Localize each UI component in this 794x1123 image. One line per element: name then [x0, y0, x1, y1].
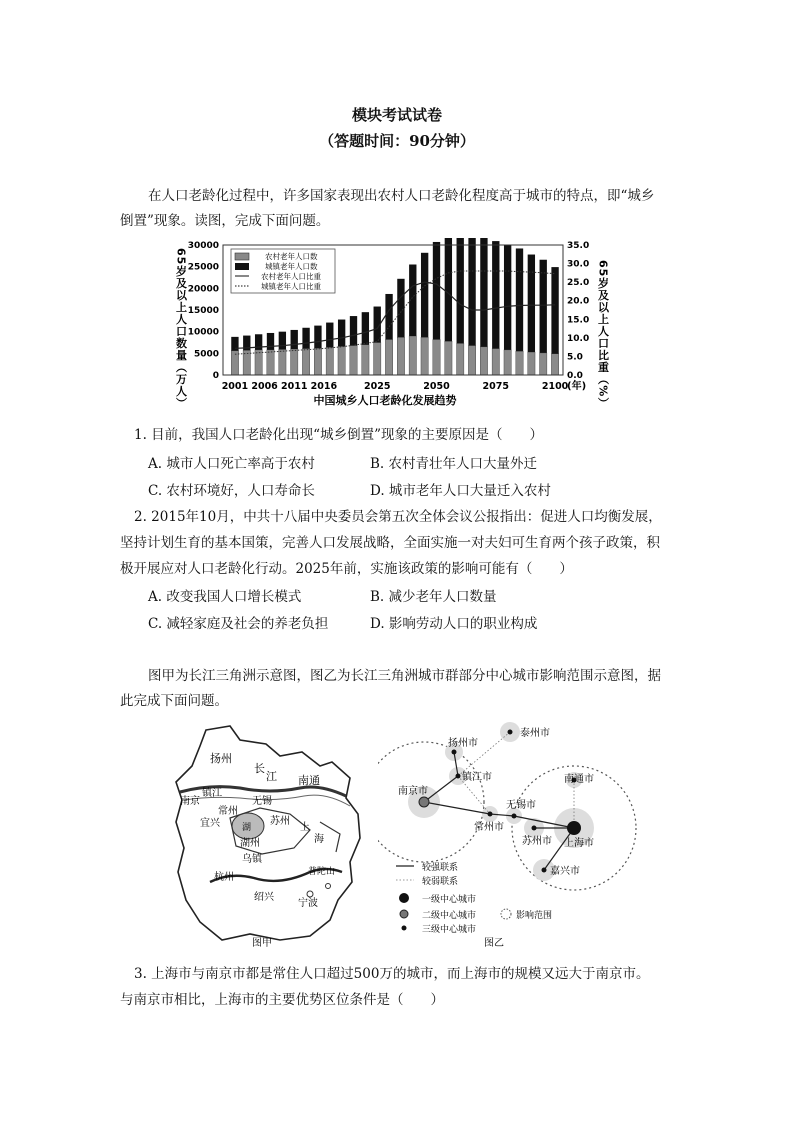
- bar-urban-count: [480, 238, 487, 347]
- city-label: 上海市: [564, 838, 594, 849]
- zhenjiang-node: [456, 774, 461, 779]
- suzhou-node: [532, 826, 537, 831]
- chart-title: 中国城乡人口老龄化发展趋势: [313, 394, 457, 407]
- y-right-tick: 10.0: [567, 333, 590, 344]
- legend-label: 三级中心城市: [422, 925, 477, 935]
- bar-rural-count: [302, 349, 309, 375]
- bar-rural-count: [492, 349, 499, 375]
- map-legend: [396, 861, 552, 935]
- y-left-tick: 25000: [187, 262, 219, 273]
- y-right-tick: 25.0: [567, 278, 590, 289]
- bar-urban-count: [457, 238, 464, 343]
- putuoshan-island: [307, 891, 313, 897]
- bar-urban-count: [279, 332, 286, 350]
- map-label: 苏州: [270, 816, 290, 827]
- map-label: 常州: [218, 806, 238, 817]
- y-right-tick: 30.0: [567, 259, 590, 270]
- city-label: 南京市: [398, 786, 428, 797]
- legend-label: 农村老年人口数: [265, 252, 318, 261]
- legend-label: 影响范围: [516, 911, 553, 921]
- bar-urban-count: [302, 328, 309, 349]
- bar-urban-count: [350, 316, 357, 345]
- bar-rural-count: [374, 343, 381, 376]
- map-label: 扬州: [210, 752, 232, 765]
- y-left-tick: 5000: [193, 349, 219, 360]
- nanjing-node: [419, 797, 429, 807]
- question-1-stem: 1. 目前，我国人口老龄化出现“城乡倒置”现象的主要原因是（ ）: [134, 427, 543, 443]
- map-label: 南通: [298, 774, 320, 787]
- question-2-option-a[interactable]: A. 改变我国人口增长模式: [148, 589, 302, 605]
- bar-rural-count: [433, 339, 440, 375]
- x-unit: (年): [567, 381, 587, 392]
- x-tick: 2025: [363, 381, 391, 392]
- city-label: 苏州市: [522, 836, 552, 847]
- legend-swatch-rural-count: [235, 253, 249, 260]
- y-left-tick: 20000: [187, 284, 219, 295]
- map-label: 海: [314, 834, 324, 845]
- bar-urban-count: [362, 312, 369, 345]
- bar-rural-count: [385, 339, 392, 375]
- legend-label: 农村老年人口比重: [261, 272, 321, 281]
- city-label: 镇江市: [462, 772, 492, 783]
- taizhou-node: [508, 730, 513, 735]
- bar-rural-count: [291, 349, 298, 375]
- map-caption: 图甲: [252, 938, 272, 949]
- bar-urban-count: [492, 241, 499, 348]
- question-3-stem: 与南京市相比，上海市的主要优势区位条件是（ ）: [120, 992, 444, 1008]
- intro-line: 图甲为长江三角洲示意图，图乙为长江三角洲城市群部分中心城市影响范围示意图，据: [148, 668, 661, 684]
- legend-label: 城镇老年人口数: [265, 262, 318, 271]
- y-right-tick: 5.0: [567, 352, 583, 363]
- map-label: 南京: [180, 796, 200, 807]
- bar-rural-count: [314, 348, 321, 375]
- legend-label: 二级中心城市: [422, 911, 477, 921]
- question-2-stem: 极开展应对人口老龄化行动。2025年前，实施该政策的影响可能有（ ）: [120, 561, 573, 577]
- bar-urban-count: [267, 333, 274, 350]
- question-2-stem: 坚持计划生育的基本国策，完善人口发展战略，全面实施一对夫妇可生育两个孩子政策，积: [120, 535, 660, 551]
- map-jia: [170, 722, 370, 952]
- question-3-stem: 3. 上海市与南京市都是常住人口超过500万的城市，而上海市的规模又远大于南京市。: [134, 966, 650, 982]
- question-2-stem: 2. 2015年10月，中共十八届中央委员会第五次全体会议公报指出：促进人口均衡发展，: [134, 509, 662, 525]
- city-label: 南通市: [564, 774, 594, 785]
- bar-rural-count: [480, 347, 487, 375]
- y-right-tick: 20.0: [567, 296, 590, 307]
- question-2-option-c[interactable]: C. 减轻家庭及社会的养老负担: [148, 616, 329, 632]
- legend-label: 较弱联系: [422, 877, 459, 887]
- city-label: 嘉兴市: [550, 866, 580, 877]
- bar-rural-count: [267, 350, 274, 375]
- intro-line: 倒置”现象。读图，完成下面问题。: [120, 213, 330, 229]
- y-left-tick: 15000: [187, 306, 219, 316]
- yangzhou-node: [452, 750, 457, 755]
- y-left-tick: 0: [212, 371, 219, 381]
- map-label: 宜兴: [200, 818, 220, 829]
- bar-urban-count: [433, 242, 440, 340]
- city-label: 泰州市: [520, 728, 550, 739]
- y-left-tick: 30000: [187, 241, 219, 251]
- map-label: 无锡: [252, 796, 272, 807]
- legend-label: 一级中心城市: [422, 895, 477, 905]
- bar-rural-count: [528, 352, 535, 375]
- map-label: 湖: [242, 823, 252, 833]
- intro-line: 此完成下面问题。: [120, 693, 228, 709]
- y-right-tick: 35.0: [567, 241, 590, 251]
- map-caption: 图乙: [484, 938, 504, 949]
- city-label: 扬州市: [448, 738, 478, 749]
- bar-rural-count: [350, 346, 357, 375]
- question-2-option-b[interactable]: B. 减少老年人口数量: [370, 589, 497, 605]
- bar-rural-count: [397, 337, 404, 375]
- bar-urban-count: [385, 294, 392, 340]
- bar-rural-count: [409, 336, 416, 375]
- bar-rural-count: [551, 354, 558, 375]
- aging-trend-chart: [175, 238, 615, 410]
- question-2-option-d[interactable]: D. 影响劳动人口的职业构成: [370, 616, 538, 632]
- bar-rural-count: [540, 353, 547, 375]
- island: [326, 884, 331, 889]
- bar-urban-count: [528, 255, 535, 353]
- x-tick: 2075: [482, 381, 510, 392]
- bar-rural-count: [362, 345, 369, 375]
- map-label: 湖州: [240, 838, 260, 849]
- region-outline: [176, 726, 360, 940]
- bar-urban-count: [291, 330, 298, 349]
- bar-urban-count: [540, 260, 547, 353]
- page-subtitle: （答题时间：90分钟）: [319, 132, 475, 150]
- x-tick: 2011: [280, 381, 308, 392]
- y-left-tick: 10000: [187, 327, 219, 338]
- question-1-option-c[interactable]: C. 农村环境好，人口寿命长: [148, 483, 315, 499]
- bar-rural-count: [516, 351, 523, 375]
- changzhou-node: [488, 812, 493, 817]
- x-tick: 2016: [310, 381, 338, 392]
- intro-line: 在人口老龄化过程中，许多国家表现出农村人口老龄化程度高于城市的特点，即“城乡: [148, 188, 655, 204]
- map-label: 普陀山: [308, 867, 336, 877]
- map-label: 镇江: [202, 788, 222, 799]
- bar-urban-count: [326, 323, 333, 348]
- x-tick: 2006: [251, 381, 278, 392]
- x-tick: 2050: [423, 381, 450, 392]
- jiaxing-node: [542, 868, 547, 873]
- bar-rural-count: [255, 350, 262, 375]
- bar-urban-count: [338, 320, 345, 347]
- y-right-tick: 0.0: [567, 371, 583, 381]
- bar-rural-count: [468, 346, 475, 375]
- bar-rural-count: [338, 346, 345, 375]
- legend-label: 城镇老年人口比重: [261, 282, 321, 291]
- bar-rural-count: [421, 337, 428, 375]
- bar-urban-count: [468, 238, 475, 346]
- map-label: 宁波: [298, 898, 318, 909]
- map-label: 绍兴: [254, 892, 274, 903]
- y-right-tick: 15.0: [567, 315, 590, 326]
- y-right-label: 65岁及以上人口比重（%）: [596, 260, 610, 410]
- bar-rural-count: [445, 341, 452, 375]
- map-label: 长: [254, 762, 265, 775]
- bar-urban-count: [504, 245, 511, 350]
- bar-rural-count: [457, 343, 464, 375]
- question-1-option-d[interactable]: D. 城市老年人口大量迁入农村: [370, 483, 551, 499]
- bar-rural-count: [279, 349, 286, 375]
- city-label: 常州市: [474, 822, 504, 833]
- page-title: 模块考试试卷: [351, 106, 442, 124]
- city-label: 无锡市: [506, 800, 536, 811]
- map-label: 乌镇: [242, 854, 262, 865]
- bar-urban-count: [551, 267, 558, 354]
- y-left-label: 65岁及以上人口数量（万人）: [175, 248, 188, 410]
- bar-urban-count: [397, 279, 404, 338]
- bar-rural-count: [504, 350, 511, 375]
- bar-urban-count: [421, 253, 428, 337]
- map-label: 江: [266, 770, 277, 783]
- x-tick: 2100: [541, 381, 569, 392]
- question-1-option-a[interactable]: A. 城市人口死亡率高于农村: [148, 456, 315, 472]
- wuxi-node: [512, 814, 517, 819]
- map-label: 杭州: [214, 872, 234, 883]
- map-label: 上: [300, 822, 310, 833]
- bar-urban-count: [516, 248, 523, 351]
- legend-label: 较强联系: [422, 863, 459, 873]
- x-tick: 2001: [221, 381, 249, 392]
- shanghai-node: [567, 821, 581, 835]
- bar-rural-count: [326, 347, 333, 375]
- chart-legend: [231, 249, 335, 293]
- legend-swatch-urban-count: [235, 263, 249, 270]
- map-yi: [378, 716, 648, 952]
- bar-urban-count: [445, 238, 452, 341]
- question-1-option-b[interactable]: B. 农村青壮年人口大量外迁: [370, 456, 538, 472]
- bar-urban-count: [314, 326, 321, 349]
